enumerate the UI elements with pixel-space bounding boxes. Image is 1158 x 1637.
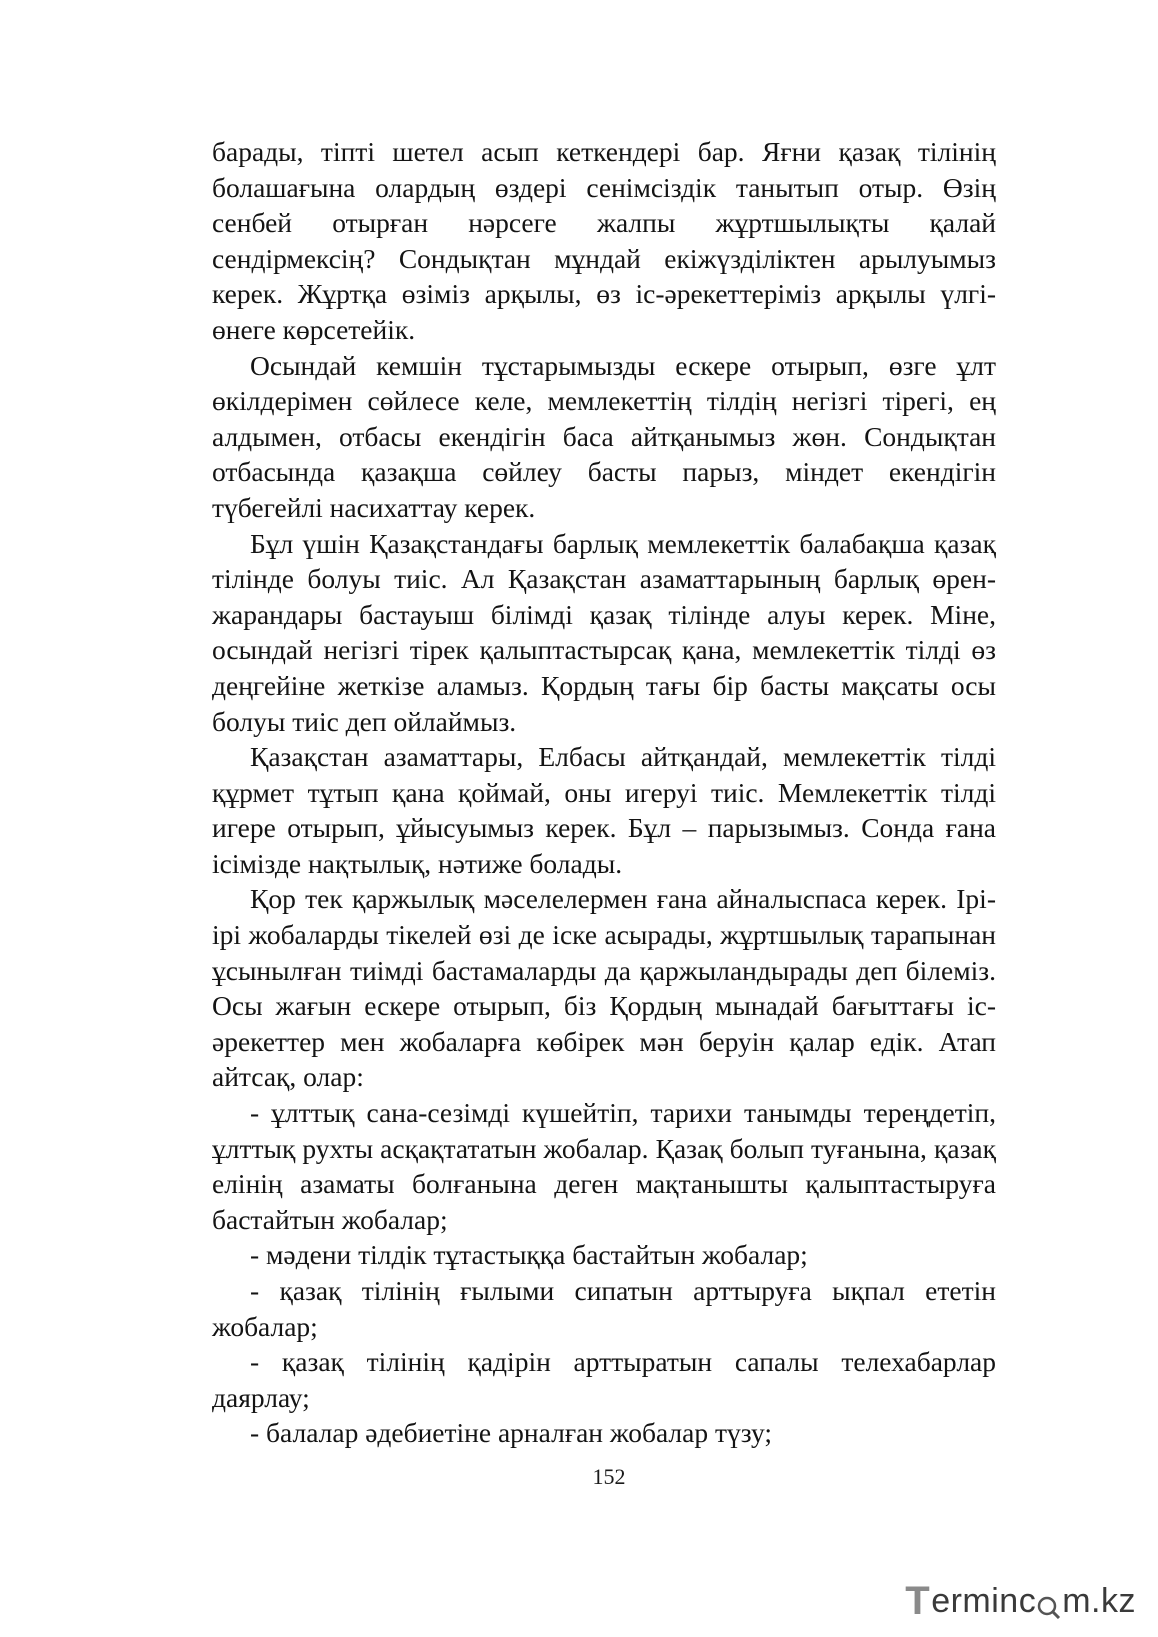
watermark-text-part1: erminc	[931, 1581, 1037, 1620]
list-item-1: - ұлттық сана-сезімді күшейтіп, тарихи танымды тереңдетіп, ұлттық рухты асқақтататын жобалар. Қазақ болып туғанына, қазақ елінің азаматы болғанына деген мақтанышты қалыптастыруға бастайтын жобалар;	[212, 1097, 996, 1235]
page-body	[212, 134, 996, 1451]
paragraph-5: Қор тек қаржылық мәселелермен ғана айналыспаса керек. Ірі-ірі жобаларды тікелей өзі де іске асырады, жұртшылық тарапынан ұсынылған тиімді бастамаларды да қаржыландырады деп білеміз. Осы жағын ескере отырып, біз Қордың мынадай бағыттағы іс-әрекеттер мен жобаларға көбірек мән беруін қалар едік. Атап айтсақ, олар:	[212, 883, 996, 1093]
list-item-3: - қазақ тілінің ғылыми сипатын арттыруға ықпал ететін жобалар;	[212, 1275, 996, 1342]
watermark-logo	[905, 1578, 1136, 1623]
paragraph-2: Осындай кемшін тұстарымызды ескере отырып, өзге ұлт өкілдерімен сөйлесе келе, мемлекеттің тілдің негізгі тірегі, ең алдымен, отбасы екендігін баса айтқанымыз жөн. Сондықтан отбасында қазақша сөйлеу басты парыз, міндет екендігін түбегейлі насихаттау керек.	[212, 349, 996, 523]
magnifier-icon	[1037, 1589, 1061, 1613]
paragraph-1: барады, тіпті шетел асып кеткендері бар. Яғни қазақ тілінің болашағына олардың өздері сенімсіздік танытып отыр. Өзің сенбей отырған нәрсеге жалпы жұртшылықты қалай сендірмексің? Сондықтан мұндай екіжүзділіктен арылуымыз керек. Жұртқа өзіміз арқылы, өз іс-әрекеттеріміз арқылы үлгі-өнеге көрсетейік.	[212, 136, 996, 345]
page-number: 152	[592, 1464, 626, 1489]
list-item-4: - қазақ тілінің қадірін арттыратын сапалы телехабарлар даярлау;	[212, 1346, 996, 1413]
list-item-5: - балалар әдебиетіне арналған жобалар түзу;	[250, 1417, 773, 1449]
watermark-lead-letter: T	[905, 1578, 931, 1623]
watermark-text-part2: m.kz	[1062, 1581, 1136, 1620]
list-item-2: - мәдени тілдік тұтастыққа бастайтын жобалар;	[250, 1239, 808, 1271]
paragraph-4: Қазақстан азаматтары, Елбасы айтқандай, мемлекеттік тілді құрмет тұтып қана қоймай, оны игеруі тиіс. Мемлекеттік тілді игере отырып, ұйысуымыз керек. Бұл – парызымыз. Сонда ғана ісімізде нақтылық, нәтиже болады.	[212, 741, 996, 879]
paragraph-3: Бұл үшін Қазақстандағы барлық мемлекеттік балабақша қазақ тілінде болуы тиіс. Ал Қазақстан азаматтарының барлық өрен-жарандары бастауыш білімді қазақ тілінде алуы керек. Міне, осындай негізгі тірек қалыптастырсақ қана, мемлекеттік тілді өз деңгейіне жеткізе аламыз. Қордың тағы бір басты мақсаты осы болуы тиіс деп ойлаймыз.	[212, 527, 996, 737]
